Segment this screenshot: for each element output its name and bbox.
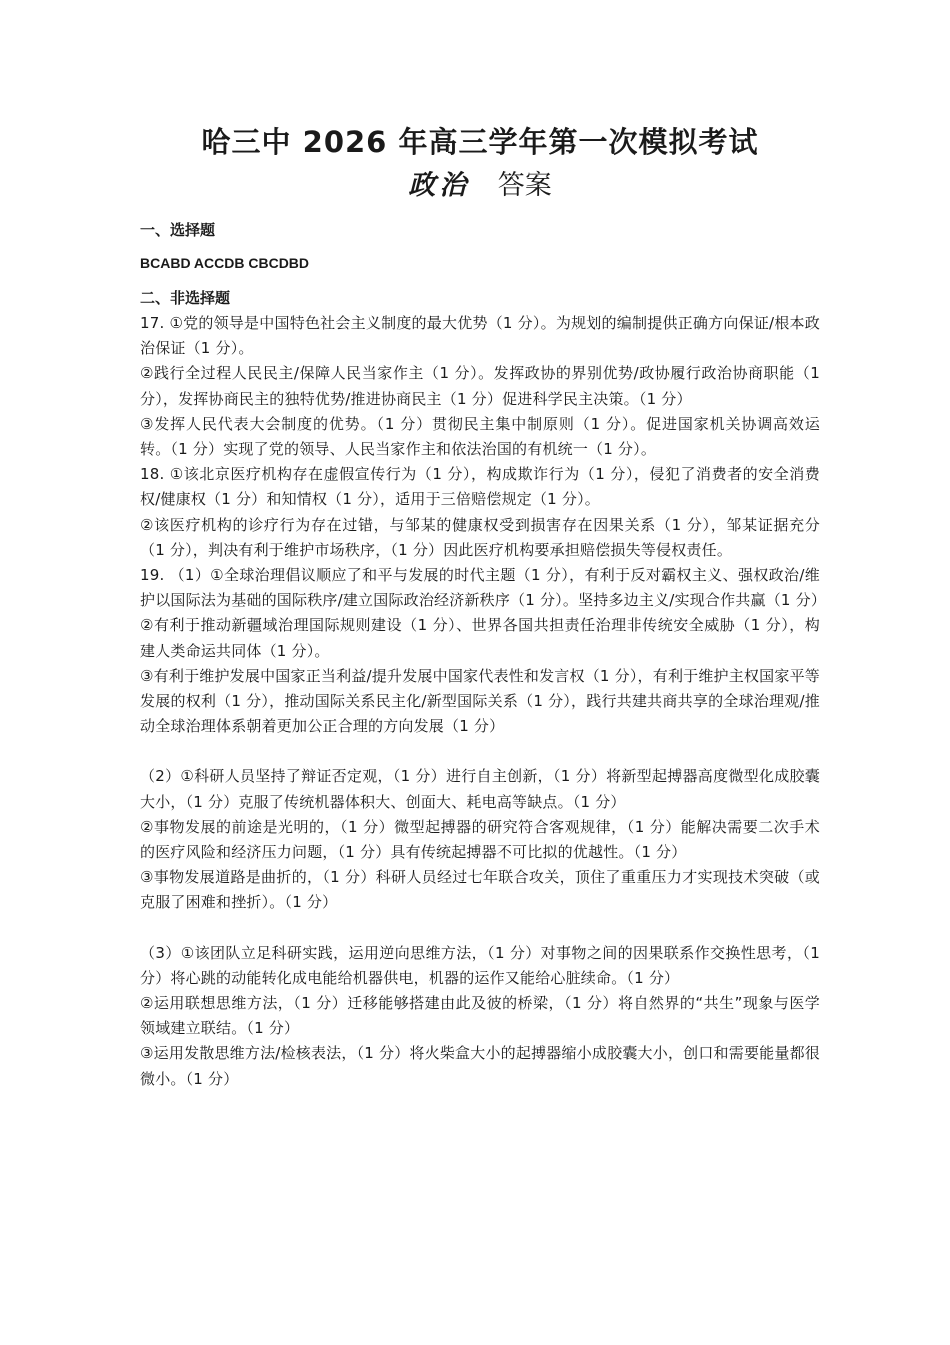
- q17-point-1: 17. ①党的领导是中国特色社会主义制度的最大优势（1 分）。为规划的编制提供正确方向保证/根本政治保证（1 分）。: [140, 314, 820, 358]
- q19-3-point-1: （3）①该团队立足科研实践，运用逆向思维方法，（1 分）对事物之间的因果联系作交换性思考，（1 分）将心跳的动能转化成电能给机器供电，机器的运作又能给心脏续命。（1 分）: [140, 943, 820, 987]
- q19-2-point-3: ③事物发展道路是曲折的，（1 分）科研人员经过七年联合攻关，顶住了重重压力才实现技术突破（或克服了困难和挫折）。（1 分）: [140, 868, 820, 912]
- section-heading-choice: 一、选择题: [140, 221, 216, 239]
- exam-subtitle: [140, 166, 820, 206]
- section-heading-nonchoice: 二、非选择题: [140, 289, 231, 307]
- spacer: [140, 739, 820, 764]
- q17-point-3: ③发挥人民代表大会制度的优势。（1 分）贯彻民主集中制原则（1 分）。促进国家机关协调高效运转。（1 分）实现了党的领导、人民当家作主和依法治国的有机统一（1 分）。: [140, 414, 820, 459]
- q18-point-1: 18. ①该北京医疗机构存在虚假宣传行为（1 分），构成欺诈行为（1 分），侵犯了消费者的安全消费权/健康权（1 分）和知情权（1 分），适用于三倍赔偿规定（1 分）。: [140, 465, 820, 509]
- q19-3-point-3: ③运用发散思维方法/检核表法，（1 分）将火柴盒大小的起搏器缩小成胶囊大小，创口和需要能量都很微小。（1 分）: [140, 1044, 820, 1088]
- q19-1-point-3: ③有利于维护发展中国家正当利益/提升发展中国家代表性和发言权（1 分），有利于维护主权国家平等发展的权利（1 分），推动国际关系民主化/新型国际关系（1 分），践行共建共商共享的全球治理观/推动全球治理体系朝着更加公正合理的方向发展（1 分）: [140, 666, 820, 736]
- spacer: [140, 916, 820, 941]
- answer-label: 答案: [497, 170, 552, 201]
- choice-answers: BCABD ACCDB CBCDBD: [140, 255, 310, 271]
- q17-point-2: ②践行全过程人民民主/保障人民当家作主（1 分）。发挥政协的界别优势/政协履行政治协商职能（1 分），发挥协商民主的独特优势/推进协商民主（1 分）促进科学民主决策。（1 分）: [140, 364, 820, 408]
- q19-2-point-1: （2）①科研人员坚持了辩证否定观，（1 分）进行自主创新，（1 分）将新型起搏器高度微型化成胶囊大小，（1 分）克服了传统机器体积大、创面大、耗电高等缺点。（1 分）: [140, 767, 820, 811]
- q19-1-point-2: ②有利于推动新疆域治理国际规则建设（1 分）、世界各国共担责任治理非传统安全威胁（1 分），构建人类命运共同体（1 分）。: [140, 616, 820, 660]
- q18-point-2: ②该医疗机构的诊疗行为存在过错，与邹某的健康权受到损害存在因果关系（1 分），邹某证据充分（1 分），判决有利于维护市场秩序，（1 分）因此医疗机构要承担赔偿损失等侵权责任。: [140, 515, 820, 559]
- q19-1-point-1: 19. （1）①全球治理倡议顺应了和平与发展的时代主题（1 分），有利于反对霸权主义、强权政治/维护以国际法为基础的国际秩序/建立国际政治经济新秩序（1 分）。坚持多边主义/实现合作共赢（1 分）: [140, 566, 827, 610]
- exam-title: 哈三中 2026 年高三学年第一次模拟考试: [201, 125, 759, 159]
- q19-3-point-2: ②运用联想思维方法，（1 分）迁移能够搭建由此及彼的桥梁，（1 分）将自然界的“共生”现象与医学领域建立联结。（1 分）: [140, 994, 820, 1038]
- q19-2-point-2: ②事物发展的前途是光明的，（1 分）微型起搏器的研究符合客观规律，（1 分）能解决需要二次手术的医疗风险和经济压力问题，（1 分）具有传统起搏器不可比拟的优越性。（1 分）: [140, 817, 820, 862]
- subject-label: 政治: [408, 170, 471, 201]
